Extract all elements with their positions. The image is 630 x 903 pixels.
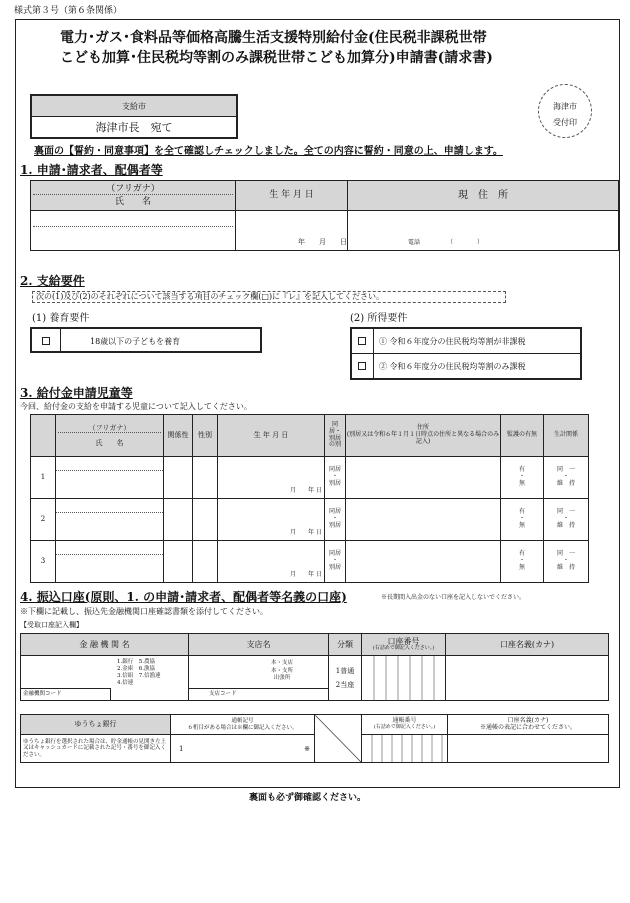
livelihood-support: 維 持: [556, 521, 575, 529]
branch-code-label: 支店コード: [189, 688, 329, 700]
child-address-note: (別居又は令和６年１月１日時点の住所と異なる場合のみ記入): [346, 431, 500, 445]
applicant-address-header: 現 住 所: [348, 181, 619, 211]
livelihood-same: 同 一: [556, 550, 575, 558]
child-birth-day: 日: [315, 487, 322, 495]
yucho-instructions: ゆうちょ銀行を選択された場合は、貯金通帳の見開き左上又はキャッシュカードに記載された記号・番号を御記入ください。: [21, 735, 171, 763]
stamp-line-1: 海津市: [553, 102, 577, 111]
child-address-field[interactable]: [346, 541, 501, 583]
child-custody-field[interactable]: [501, 457, 544, 499]
custody-separator: ・: [518, 557, 525, 565]
applicant-table: [30, 180, 619, 251]
branch-name-header: 支店名: [189, 634, 329, 656]
child-address-field[interactable]: [346, 457, 501, 499]
child-birth-year: 年: [308, 529, 315, 537]
custody-separator: ・: [518, 515, 525, 523]
requirement2-option1-checkbox[interactable]: [358, 337, 366, 345]
child-sex-field[interactable]: [193, 499, 218, 541]
requirement1-title: (1) 養育要件: [32, 313, 90, 324]
branch-name-field[interactable]: [189, 656, 329, 701]
custody-yes: 有: [518, 508, 525, 516]
account-type-field[interactable]: [329, 656, 362, 701]
applicant-birth-field[interactable]: 年 月 日: [236, 211, 348, 251]
livelihood-separator: ・: [562, 557, 569, 565]
livelihood-support: 維 持: [556, 563, 575, 571]
child-livelihood-field[interactable]: [544, 457, 589, 499]
residence-separate: 別居: [328, 563, 341, 571]
child-relation-header: 関係性: [164, 415, 193, 457]
yucho-number-field[interactable]: [362, 735, 448, 763]
residence-separator: ・: [331, 473, 338, 481]
residence-separator: ・: [331, 515, 338, 523]
child-birth-header: 生 年 月 日: [218, 415, 325, 457]
title-line-1: 電力･ガス･食料品等価格高騰生活支援特別給付金(住民税非課税世帯: [60, 30, 487, 46]
bank-code-label: 金融機関コード: [21, 688, 111, 700]
yucho-label: ゆうちょ銀行: [21, 715, 171, 735]
account-holder-header: 口座名義(カナ): [446, 634, 609, 656]
account-type-header: 分類: [329, 634, 362, 656]
child-residence-header: 同居・別居の別: [325, 415, 346, 457]
applicant-birth-header: 生 年 月 日: [236, 181, 348, 211]
yucho-holder-note: ※通帳の表記に合わせてください。: [479, 723, 576, 731]
payer-value[interactable]: 海津市長 宛て: [95, 121, 173, 134]
yucho-symbol-note: ６桁目がある場合は※欄に御記入ください。: [187, 724, 298, 731]
yucho-symbol-field[interactable]: [171, 735, 315, 763]
applicant-name-header: 氏 名: [114, 197, 151, 207]
child-sex-field[interactable]: [193, 541, 218, 583]
applicant-address-field[interactable]: 電話 （ ）: [348, 211, 619, 251]
section3-heading: 3. 給付金申請児童等: [20, 386, 133, 400]
livelihood-same: 同 一: [556, 508, 575, 516]
custody-no: 無: [518, 563, 525, 571]
child-address-field[interactable]: [346, 499, 501, 541]
account-number-field[interactable]: [362, 656, 446, 701]
child-row: [31, 457, 589, 499]
account-number-note: (右詰めで御記入ください。): [372, 645, 435, 652]
child-birth-month: 月: [290, 487, 297, 495]
footer-note: 裏面も必ず御確認ください。: [249, 793, 367, 803]
child-custody-field[interactable]: [501, 541, 544, 583]
child-name-field[interactable]: [56, 499, 164, 541]
account-number-header: 口座番号: [387, 637, 420, 647]
residence-together: 同居: [328, 508, 341, 516]
title-line-2: こども加算･住民税均等割のみ課税世帯こども加算分)申請書(請求書): [60, 50, 493, 66]
requirement1-label: 18歳以下の子どもを養育: [90, 337, 181, 346]
residence-together: 同居: [328, 466, 341, 474]
child-birth-month: 月: [290, 529, 297, 537]
bank-account-table: [20, 633, 609, 701]
residence-separate: 別居: [328, 521, 341, 529]
pledge-statement: 裏面の【誓約・同意事項】を全て確認しチェックしました。全ての内容に誓約・同意の上、申請します。: [34, 146, 503, 157]
residence-separator: ・: [331, 557, 338, 565]
bank-name-field[interactable]: [21, 656, 189, 701]
requirement1-box: [30, 327, 262, 353]
child-residence-field[interactable]: [325, 457, 346, 499]
child-row: [31, 541, 589, 583]
yucho-blank-cell: [315, 715, 362, 763]
yucho-holder-field[interactable]: [448, 735, 609, 763]
bank-type-4: 4.信連: [117, 680, 134, 687]
child-livelihood-header: 生計関係: [544, 415, 589, 457]
requirement2-option1-label: ① 令和６年度分の住民税均等割が非課税: [379, 337, 526, 346]
residence-together: 同居: [328, 550, 341, 558]
custody-yes: 有: [518, 550, 525, 558]
residence-separate: 別居: [328, 479, 341, 487]
bank-type-2: 2.金庫 6.漁協: [117, 666, 155, 673]
branch-type-1: 本・支店: [271, 660, 294, 666]
section4-note: ※下欄に記載し、振込先金融機関口座確認書類を添付してください。: [20, 607, 268, 616]
yucho-symbol-header: 通帳記号: [231, 718, 254, 725]
child-name-header: 氏 名: [95, 439, 124, 447]
yucho-table: [20, 714, 609, 763]
account-holder-field[interactable]: [446, 656, 609, 701]
livelihood-same: 同 一: [556, 466, 575, 474]
branch-type-3: 出張所: [273, 675, 291, 682]
child-custody-field[interactable]: [501, 499, 544, 541]
child-furigana-header: （フリガナ）: [58, 424, 161, 433]
child-sex-header: 性別: [193, 415, 218, 457]
child-birth-field[interactable]: [218, 541, 325, 583]
section2-note: 次の(1)及び(2)のそれぞれについて該当する項目のチェック欄(□)に『レ』を記入してください。: [32, 291, 506, 303]
requirement2-title: (2) 所得要件: [350, 313, 408, 324]
child-sex-field[interactable]: [193, 457, 218, 499]
section4-heading: 4. 振込口座(原則、1. の申請･請求者、配偶者等名義の口座): [20, 590, 347, 604]
requirement1-checkbox[interactable]: [42, 337, 50, 345]
account-type-current: 2当座: [335, 681, 355, 689]
child-name-field[interactable]: [56, 457, 164, 499]
child-row-number: 3: [31, 541, 56, 583]
bank-type-1: 1.銀行 5.農協: [117, 659, 155, 665]
applicant-name-field[interactable]: [31, 211, 236, 251]
stamp-line-2: 受付印: [553, 118, 577, 127]
child-relation-field[interactable]: [164, 499, 193, 541]
bank-name-header: 金 融 機 関 名: [21, 634, 189, 656]
account-type-ordinary: 1普通: [335, 667, 355, 675]
child-residence-field[interactable]: [325, 541, 346, 583]
payer-label: 支給市: [32, 96, 236, 117]
child-relation-field[interactable]: [164, 541, 193, 583]
custody-yes: 有: [518, 466, 525, 474]
section4-heading-note: ※長期間入出金のない口座を記入しないでください。: [381, 594, 526, 601]
child-birth-day: 日: [315, 571, 322, 579]
child-birth-field[interactable]: [218, 457, 325, 499]
child-residence-field[interactable]: [325, 499, 346, 541]
applicant-furigana-header: （フリガナ）: [33, 184, 233, 195]
children-table: [30, 414, 589, 583]
child-birth-year: 年: [308, 571, 315, 579]
livelihood-separator: ・: [562, 515, 569, 523]
child-birth-field[interactable]: [218, 499, 325, 541]
child-address-header: 住所: [416, 424, 429, 432]
child-birth-month: 月: [290, 571, 297, 579]
livelihood-separator: ・: [562, 473, 569, 481]
yucho-symbol-asterisk: ※: [304, 745, 310, 753]
custody-no: 無: [518, 521, 525, 529]
section3-note: 今回、給付金の支給を申請する児童について記入してください。: [20, 402, 252, 411]
yucho-holder-header: 口座名義(カナ): [507, 716, 549, 724]
requirement2-option2-label: ② 令和６年度分の住民税均等割のみ課税: [379, 362, 526, 371]
custody-separator: ・: [518, 473, 525, 481]
section1-heading: 1. 申請･請求者、配偶者等: [20, 163, 163, 177]
requirement2-box: [350, 327, 582, 380]
child-name-field[interactable]: [56, 541, 164, 583]
bank-type-3: 3.信組 7.信漁連: [117, 673, 161, 680]
child-livelihood-field[interactable]: [544, 541, 589, 583]
yucho-symbol-prefix: 1: [179, 745, 184, 753]
livelihood-support: 維 持: [556, 479, 575, 487]
branch-type-2: 本・支所: [271, 667, 294, 674]
yucho-number-note: (右詰めで御記入ください。): [373, 724, 436, 731]
child-row-number: 1: [31, 457, 56, 499]
requirement2-option2-checkbox[interactable]: [358, 362, 366, 370]
child-row: [31, 499, 589, 541]
child-custody-header: 監護の有無: [501, 415, 544, 457]
account-entry-title: 【受取口座記入欄】: [20, 621, 83, 629]
child-birth-year: 年: [308, 487, 315, 495]
child-relation-field[interactable]: [164, 457, 193, 499]
form-number: 様式第３号（第６条関係）: [14, 6, 123, 16]
reception-stamp: [538, 84, 592, 138]
custody-no: 無: [518, 479, 525, 487]
section2-heading: 2. 支給要件: [20, 274, 85, 288]
payer-box: [30, 94, 238, 139]
child-livelihood-field[interactable]: [544, 499, 589, 541]
yucho-number-header: 通帳番号: [392, 717, 417, 725]
child-birth-day: 日: [315, 529, 322, 537]
child-row-number: 2: [31, 499, 56, 541]
